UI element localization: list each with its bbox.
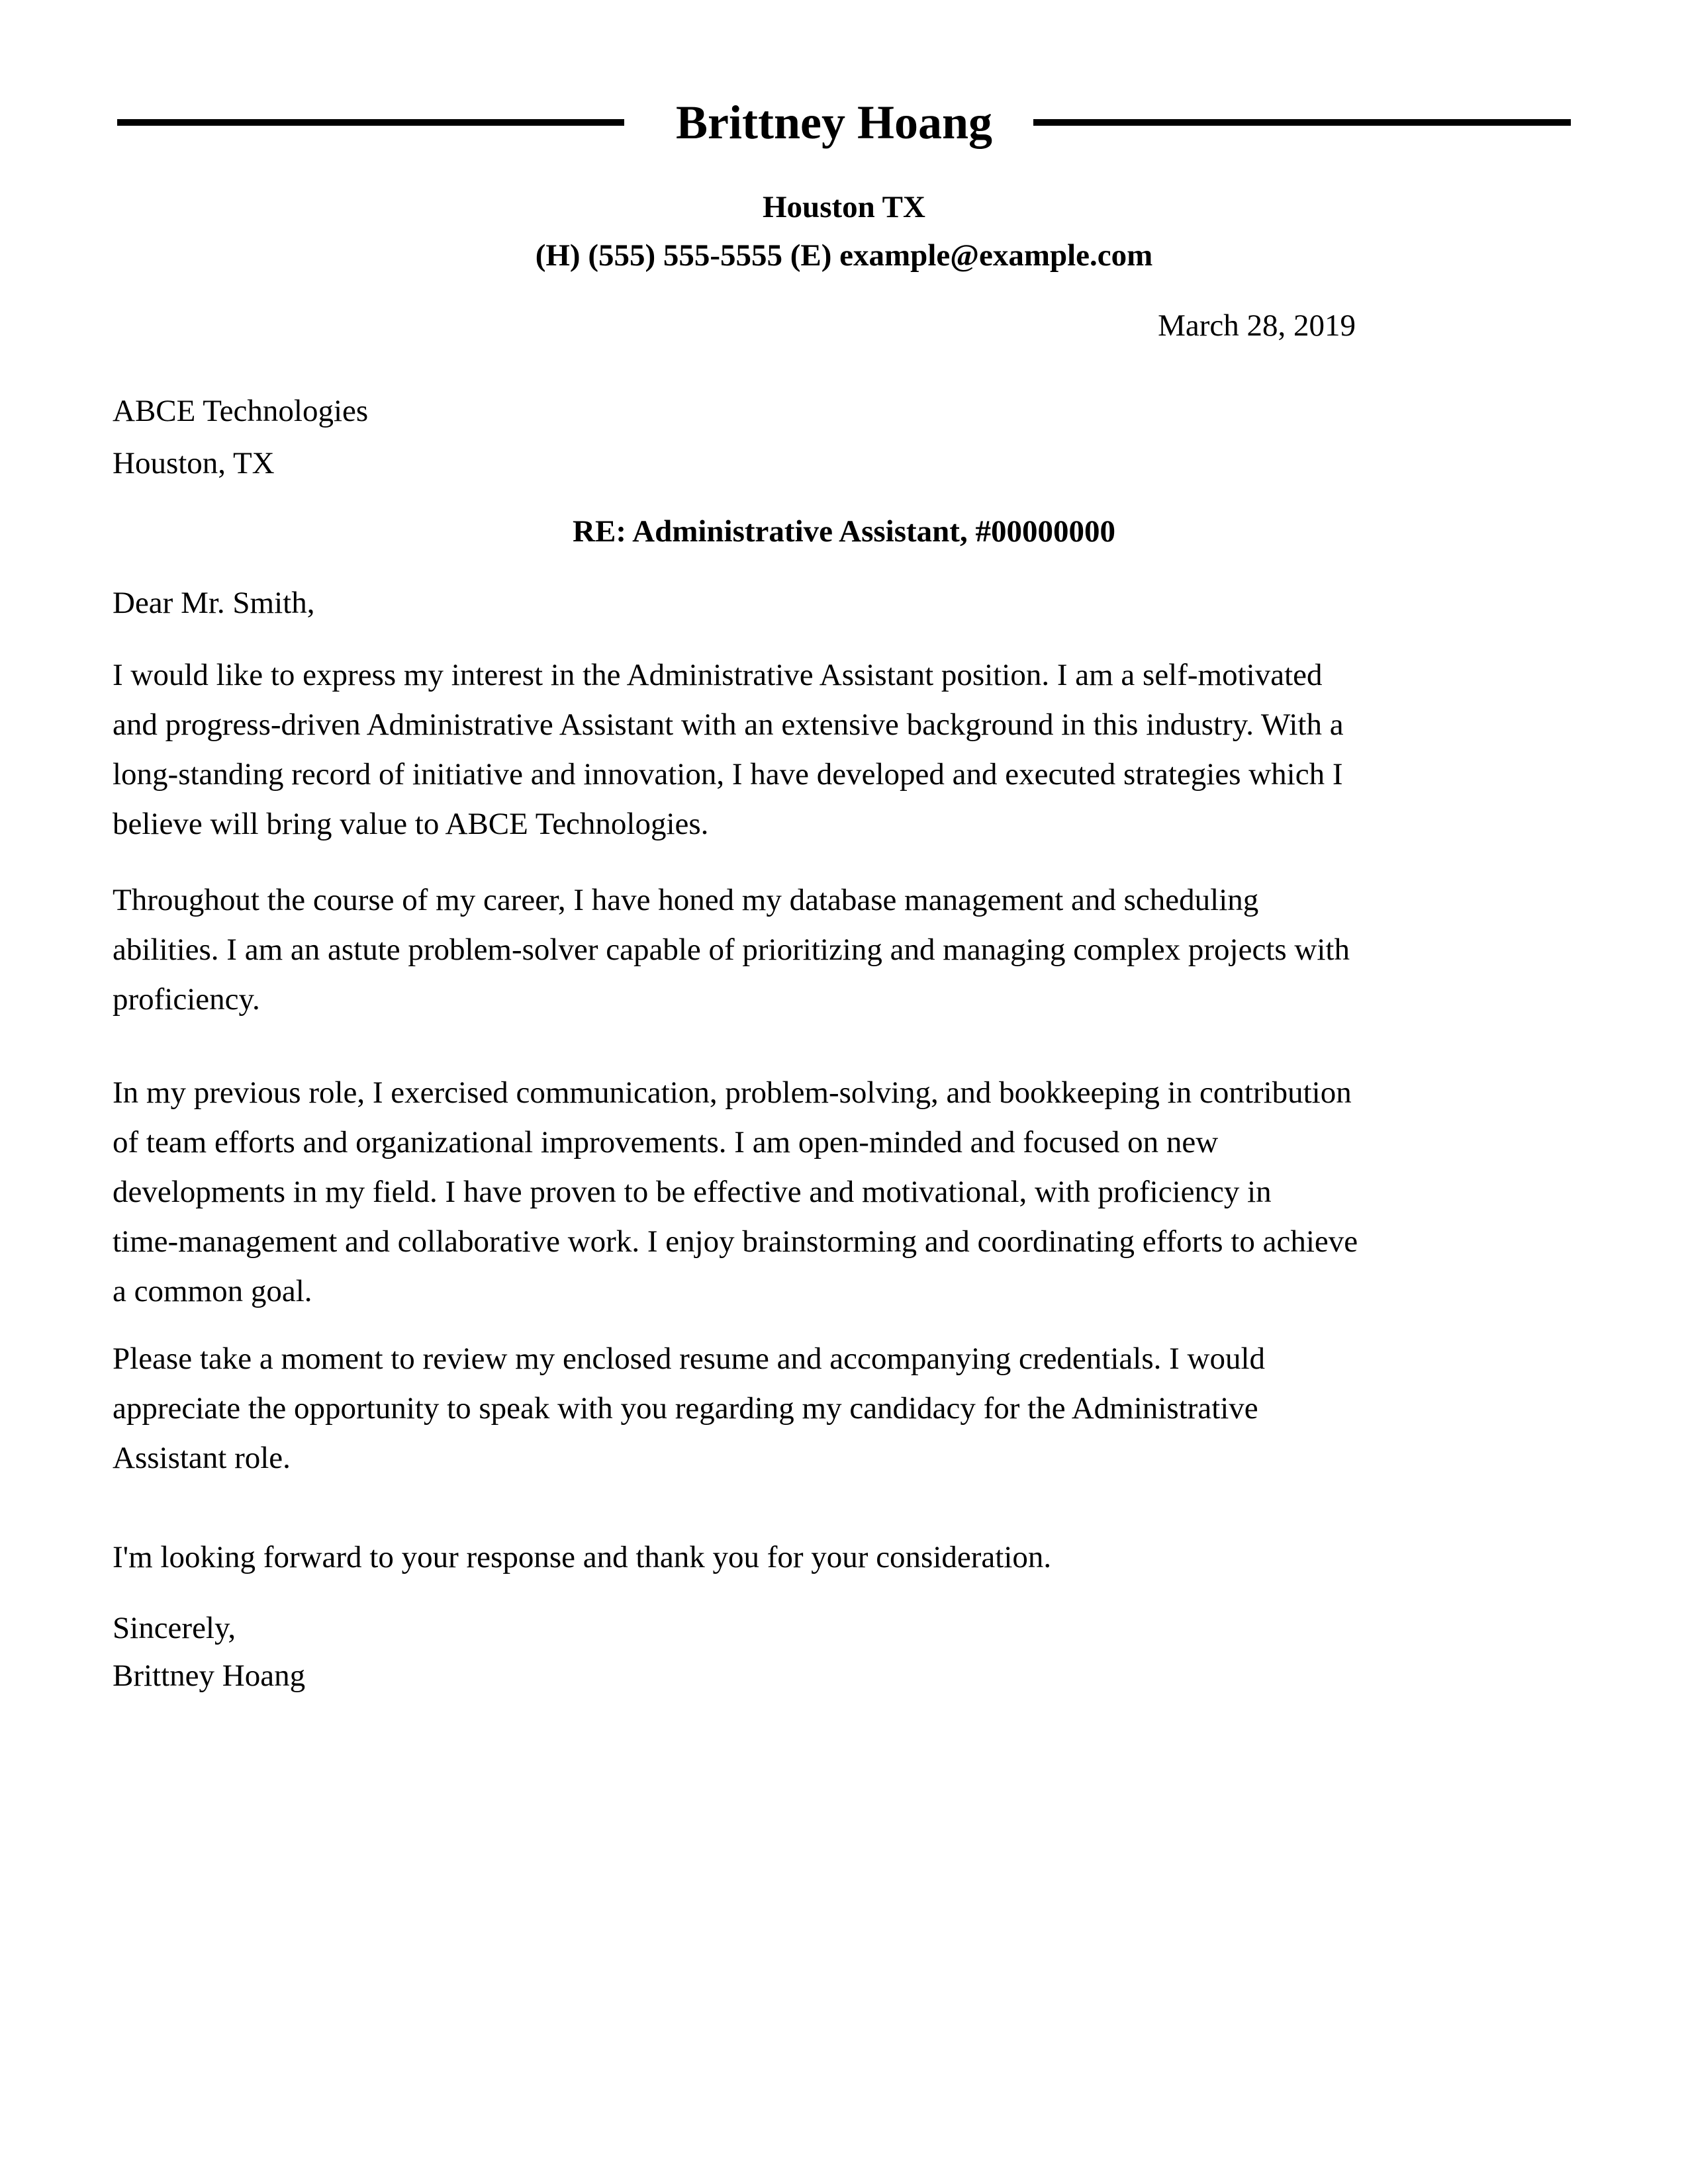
- paragraph-line: time-management and collaborative work. I enjoy brainstorming and coordinating efforts to achieve: [113, 1224, 1358, 1259]
- paragraph-line: long-standing record of initiative and innovation, I have developed and executed strategies which I: [113, 757, 1343, 792]
- paragraph: [113, 876, 1575, 1024]
- paragraph-line: and progress-driven Administrative Assistant with an extensive background in this industry. With a: [113, 707, 1344, 742]
- header-contact: (H) (555) 555-5555 (E) example@example.com: [535, 238, 1153, 273]
- paragraph-line: Please take a moment to review my enclosed resume and accompanying credentials. I would: [113, 1342, 1266, 1376]
- paragraph-line: Throughout the course of my career, I have honed my database management and scheduling: [113, 883, 1259, 917]
- paragraph-line: developments in my field. I have proven to be effective and motivational, with proficiency in: [113, 1175, 1272, 1209]
- paragraph-line: a common goal.: [113, 1274, 312, 1308]
- letter-header: [113, 93, 1575, 152]
- paragraph-line: proficiency.: [113, 982, 260, 1017]
- header-rule-right: [1033, 119, 1571, 126]
- paragraph: [113, 1533, 1575, 1582]
- paragraph-line: believe will bring value to ABCE Technologies.: [113, 807, 709, 841]
- valediction: Sincerely,: [113, 1611, 236, 1645]
- paragraph: [113, 1334, 1575, 1483]
- page-title: Brittney Hoang: [676, 96, 992, 149]
- paragraph-line: appreciate the opportunity to speak with you regarding my candidacy for the Administrative: [113, 1391, 1258, 1426]
- signature: Brittney Hoang: [113, 1659, 306, 1693]
- header-location: Houston TX: [763, 190, 925, 224]
- paragraph-line: Assistant role.: [113, 1441, 291, 1475]
- paragraph-line: I'm looking forward to your response and thank you for your consideration.: [113, 1540, 1052, 1574]
- paragraph: [113, 1068, 1575, 1316]
- paragraph-line: of team efforts and organizational improvements. I am open-minded and focused on new: [113, 1125, 1219, 1160]
- paragraph-line: I would like to express my interest in the Administrative Assistant position. I am a self-motivated: [113, 658, 1323, 692]
- paragraph-line: abilities. I am an astute problem-solver capable of prioritizing and managing complex projects with: [113, 933, 1350, 967]
- paragraph-line: In my previous role, I exercised communication, problem-solving, and bookkeeping in contribution: [113, 1075, 1352, 1110]
- closing-block: [113, 1604, 1575, 1700]
- subject-line: RE: Administrative Assistant, #00000000: [573, 514, 1115, 549]
- recipient-location: Houston, TX: [113, 446, 275, 480]
- recipient-company: ABCE Technologies: [113, 394, 369, 428]
- header-rule-left: [117, 119, 624, 126]
- salutation: Dear Mr. Smith,: [113, 586, 315, 620]
- letter-date: March 28, 2019: [1158, 308, 1356, 343]
- paragraph: [113, 651, 1575, 849]
